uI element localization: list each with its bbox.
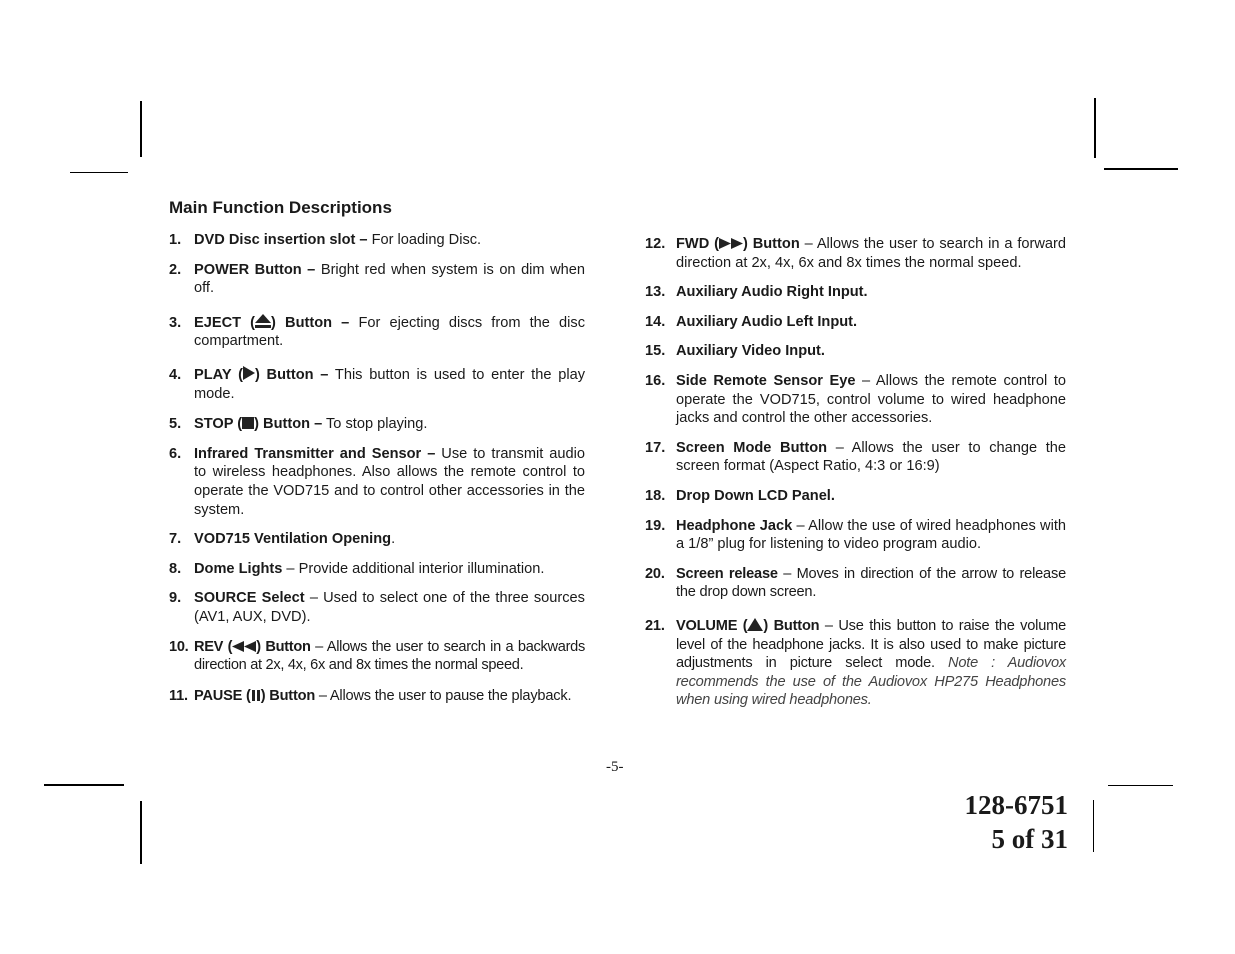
crop-mark [1108,785,1173,786]
document-number-block [965,788,1069,856]
item-description: This button is used to enter the play mode. [194,366,585,402]
list-item [645,313,1066,332]
item-number: 8. [169,560,182,577]
rewind-icon [232,641,256,652]
page-number: -5- [606,759,624,775]
list-item [169,314,585,351]
item-number: 4. [169,366,182,383]
list-item [169,445,585,519]
item-number: 5. [169,416,182,433]
list-item [169,589,585,626]
item-number: 2. [169,261,182,278]
item-description: – Used to select one of the three sources (AV1, AUX, DVD). [194,590,585,625]
section-heading: Main Function Descriptions [169,198,392,217]
item-label: Auxiliary Audio Right Input. [676,284,868,301]
item-label: Auxiliary Audio Left Input. [676,313,858,330]
item-description: – Allows the user to search in a forward direction at 2x, 4x, 6x and 8x times the normal speed. [676,236,1066,271]
item-number: 11. [169,687,188,704]
item-label: Drop Down LCD Panel. [676,487,835,504]
item-label: PAUSE ( ) Button [194,687,316,704]
item-number: 18. [645,487,666,504]
crop-mark [1104,168,1178,170]
list-item [169,687,585,706]
item-description: To stop playing. [322,416,428,433]
left-column [169,231,585,705]
list-item [645,487,1066,506]
crop-mark [140,801,142,864]
item-number: 10. [169,638,189,655]
item-description: For loading Disc. [367,232,482,248]
item-description: – Allows the remote control to operate the VOD715, control volume to wired headphone jacks and control the other accessories. [676,372,1066,427]
item-number: 6. [169,445,182,462]
item-number: 19. [645,517,666,534]
item-label: DVD Disc insertion slot – [194,232,368,248]
item-description: – Moves in direction of the arrow to release the drop down screen. [676,565,1066,601]
item-label: Screen Mode Button [676,439,828,456]
list-item [645,235,1066,272]
volume-up-icon [747,618,763,631]
list-item [169,261,585,298]
list-item [645,283,1066,302]
list-item [169,638,585,675]
list-item [645,617,1066,710]
list-item [169,415,585,434]
item-label: EJECT ( ) Button – [194,314,350,331]
document-number: 128-6751 [964,790,1068,820]
item-number: 3. [169,314,182,331]
list-item [169,231,585,250]
page-count: 5 of 31 [991,824,1068,854]
item-label: Auxiliary Video Input. [676,343,825,360]
item-description: – Provide additional interior illumination. [282,560,545,577]
list-item [645,565,1066,602]
list-item [169,530,585,549]
item-description: – Allows the user to change the screen format (Aspect Ratio, 4:3 or 16:9) [676,439,1066,475]
crop-mark [70,172,128,173]
list-item [645,342,1066,361]
item-description: – Allows the user to search in a backwards direction at 2x, 4x, 6x and 8x times the normal speed. [194,638,585,674]
play-icon [243,366,255,380]
item-label: Infrared Transmitter and Sensor – [194,445,436,462]
crop-mark [1094,98,1096,158]
stop-icon [242,417,254,429]
item-number: 12. [645,236,666,252]
item-number: 13. [645,284,666,301]
item-description: – Use this button to raise the volume level of the headphone jacks. It is also used to make picture adjustments in picture select mode. [676,617,1066,672]
item-description: Bright red when system is on dim when off. [194,261,585,297]
item-label: VOLUME ( ) Button [676,617,820,634]
item-number: 1. [169,232,182,248]
crop-mark [1093,800,1094,852]
item-number: 21. [645,617,665,634]
item-number: 14. [645,313,666,330]
fast-forward-icon [719,238,743,249]
item-label: STOP ( ) Button – [194,416,323,433]
item-number: 16. [645,372,666,389]
list-item [169,366,585,403]
item-description: – Allow the use of wired headphones with a 1/8” plug for listening to video program audio. [676,517,1067,553]
list-item [645,372,1066,428]
item-number: 20. [645,565,665,582]
item-label: Screen release [676,565,778,582]
item-label: Side Remote Sensor Eye [676,372,856,389]
item-number: 17. [645,439,666,456]
item-label: REV ( ) Button [194,638,311,655]
list-item [645,439,1066,476]
right-column [645,235,1066,710]
item-number: 15. [645,343,666,360]
item-label: VOD715 Ventilation Opening [194,531,392,548]
item-description: – Allows the user to pause the playback. [315,687,572,704]
item-number: 9. [169,590,182,607]
crop-mark [140,101,142,157]
item-label: PLAY ( ) Button – [194,366,329,383]
item-description: Use to transmit audio to wireless headphones. Also allows the remote control to operate the VOD715 and to control other accessories in the system. [194,445,585,518]
item-label: Headphone Jack [676,517,793,534]
pause-icon [251,690,261,701]
item-label: FWD ( ) Button [676,236,800,252]
list-item [645,517,1066,554]
item-description: . [391,531,396,548]
item-label: Dome Lights [194,560,283,577]
note-text: Note : Audiovox recommends the use of the Audiovox HP275 Headphones when using wired headphones. [676,655,1067,709]
item-label: POWER Button – [194,261,316,278]
item-label: SOURCE Select [194,590,305,607]
item-description: For ejecting discs from the disc compartment. [194,314,586,350]
list-item [169,560,585,579]
item-number: 7. [169,531,182,548]
crop-mark [44,784,124,786]
eject-icon [255,314,271,328]
